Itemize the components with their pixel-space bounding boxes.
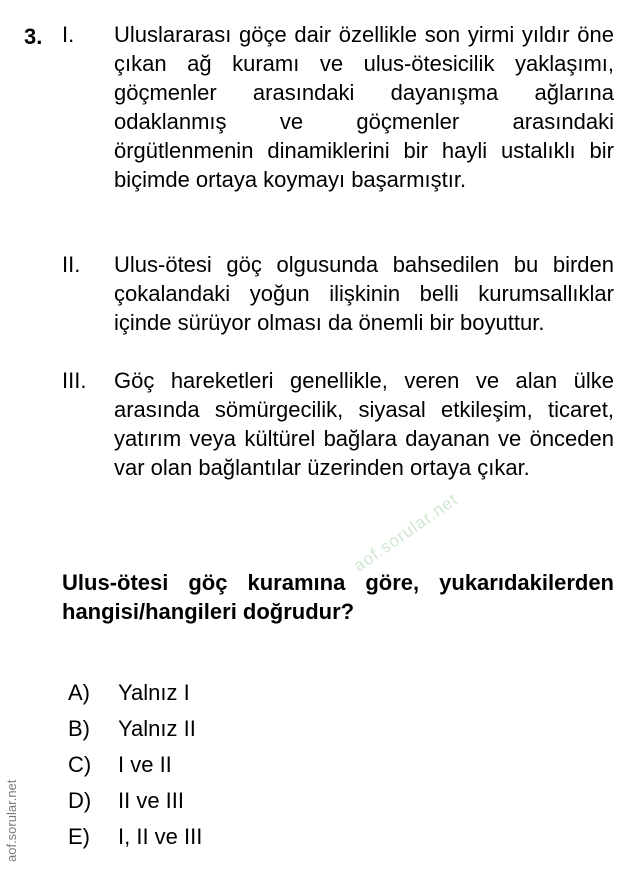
option-b-text: Yalnız II <box>118 716 196 741</box>
option-c-text: I ve II <box>118 752 172 777</box>
question-prompt: Ulus-ötesi göç kuramına göre, yukarıdakilerden hangisi/hangileri doğrudur? <box>62 570 614 624</box>
watermark-side: aof.sorular.net <box>4 779 19 862</box>
option-e-text: I, II ve III <box>118 824 203 849</box>
option-d-text: II ve III <box>118 788 185 813</box>
option-a-text: Yalnız I <box>118 680 190 705</box>
statement-2-text: Ulus-ötesi göç olgusunda bahsedilen bu birden çokalandaki yoğun ilişkinin belli kurumsallıklar içinde sürüyor olması da önemli bir boyuttur. <box>114 252 614 335</box>
statement-2-numeral: II. <box>62 252 81 277</box>
statement-1-numeral: I. <box>62 22 75 47</box>
option-a-letter: A) <box>68 680 90 705</box>
option-d-letter: D) <box>68 788 92 813</box>
statement-3-text: Göç hareketleri genellikle, veren ve alan ülke arasında sömürgecilik, siyasal etkileşim, ticaret, yatırım veya kültürel bağlara dayanan ve önceden var olan bağlantılar üzerinden ortaya çıkar. <box>114 368 614 480</box>
watermark-center: aof.sorular.net <box>350 489 462 576</box>
option-e-letter: E) <box>68 824 90 849</box>
question-number: 3. <box>24 24 43 49</box>
option-c-letter: C) <box>68 752 92 777</box>
option-b-letter: B) <box>68 716 90 741</box>
statement-3-numeral: III. <box>62 368 87 393</box>
statement-1-text: Uluslararası göçe dair özellikle son yirmi yıldır öne çıkan ağ kuramı ve ulus-ötesicilik yaklaşımı, göçmenler arasındaki dayanışma ağlarına odaklanmış ve göçmenler arasındaki örgütlenmenin dinamiklerini bir hayli ustalıklı bir biçimde ortaya koymayı başarmıştır. <box>114 22 614 192</box>
